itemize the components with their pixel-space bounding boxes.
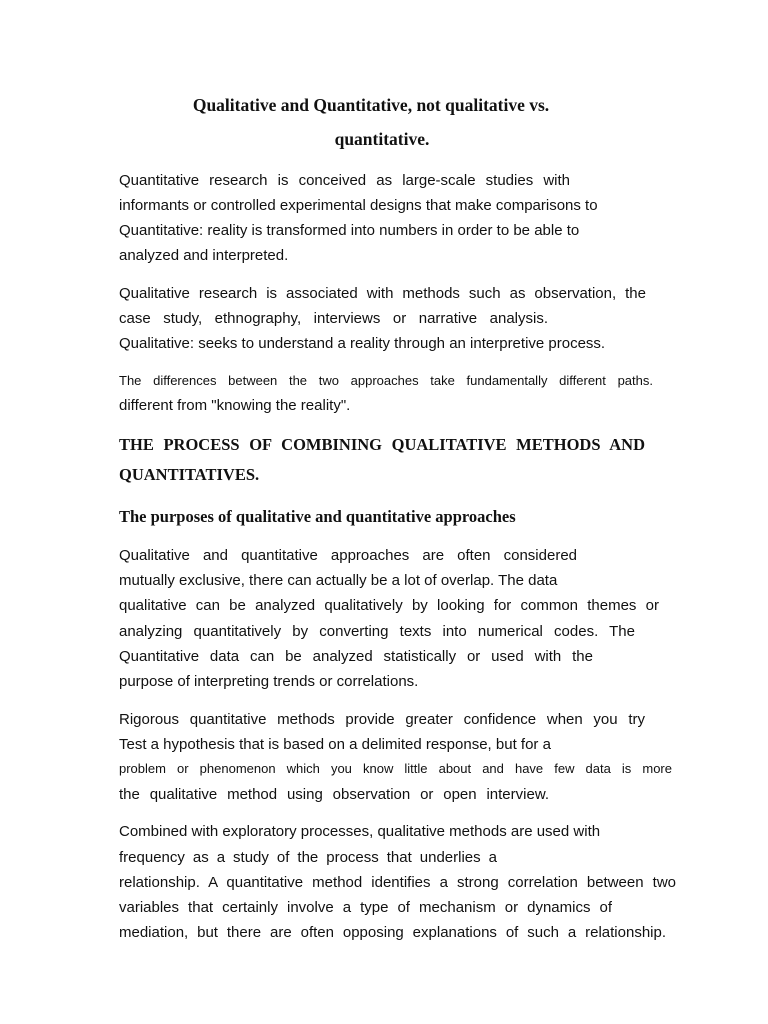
paragraph-2-line-1: Qualitative research is associated with methods such as observation, the [119,285,646,302]
paragraph-5-line-2: Test a hypothesis that is based on a delimited response, but for a [119,736,551,753]
paragraph-6-line-3: relationship. A quantitative method identifies a strong correlation between two [119,874,676,891]
document-title-line-2: quantitative. [334,129,430,149]
paragraph-6-line-4: variables that certainly involve a type of mechanism or dynamics of [119,899,612,916]
paragraph-4-line-5: Quantitative data can be analyzed statistically or used with the [119,648,593,665]
document-title-line-1: Qualitative and Quantitative, not qualitative vs. [192,95,550,115]
paragraph-4-line-6: purpose of interpreting trends or correlations. [119,673,419,690]
paragraph-6-line-2: frequency as a study of the process that underlies a [119,849,497,866]
paragraph-3-line-1: The differences between the two approaches take fundamentally different paths. [119,373,653,388]
section-heading-line-2: QUANTITATIVES. [119,465,260,484]
section-heading-line-1: THE PROCESS OF COMBINING QUALITATIVE METHODS AND [119,435,645,454]
paragraph-4-line-1: Qualitative and quantitative approaches are often considered [119,547,577,564]
paragraph-1-line-1: Quantitative research is conceived as large-scale studies with [119,172,570,189]
paragraph-6-line-5: mediation, but there are often opposing explanations of such a relationship. [119,924,666,941]
paragraph-4-line-4: analyzing quantitatively by converting texts into numerical codes. The [119,623,635,640]
paragraph-4-line-2: mutually exclusive, there can actually be a lot of overlap. The data [119,572,558,589]
paragraph-4-line-3: qualitative can be analyzed qualitatively by looking for common themes or [119,597,659,614]
paragraph-1-line-4: analyzed and interpreted. [119,247,289,264]
paragraph-1-line-3: Quantitative: reality is transformed into numbers in order to be able to [119,222,580,239]
paragraph-2-line-2: case study, ethnography, interviews or narrative analysis. [119,310,548,327]
paragraph-3-line-2: different from "knowing the reality". [119,397,351,414]
paragraph-2-line-3: Qualitative: seeks to understand a reality through an interpretive process. [119,335,606,352]
paragraph-5-line-3: problem or phenomenon which you know little about and have few data is more [119,761,672,776]
paragraph-6-line-1: Combined with exploratory processes, qualitative methods are used with [119,823,601,840]
paragraph-5-line-4: the qualitative method using observation or open interview. [119,786,549,803]
subsection-heading: The purposes of qualitative and quantitative approaches [119,507,516,526]
paragraph-5-line-1: Rigorous quantitative methods provide greater confidence when you try [119,711,645,728]
paragraph-1-line-2: informants or controlled experimental designs that make comparisons to [119,197,598,214]
